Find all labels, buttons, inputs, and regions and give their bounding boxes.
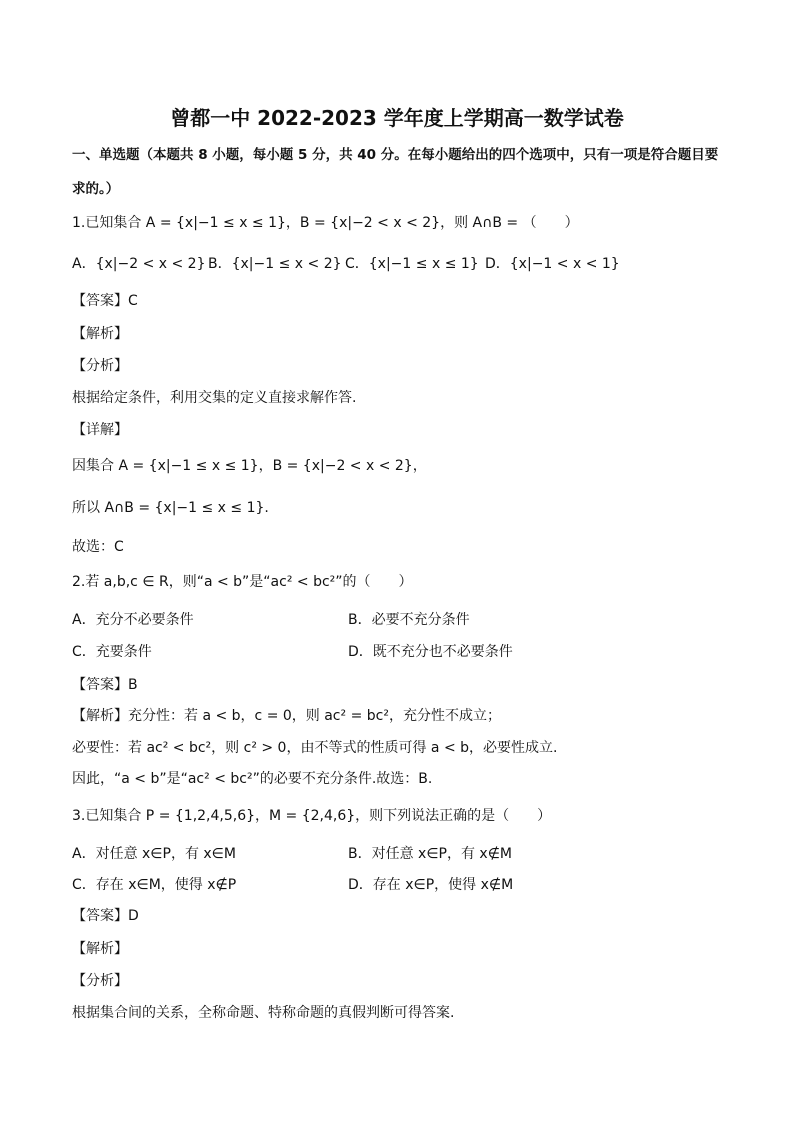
q2-answer-row [72,676,138,694]
section-heading-line1: 一、单选题（本题共 8 小题，每小题 5 分，共 40 分。在每小题给出的四个选项中，只有一项是符合题目要 [72,147,719,163]
q2-analysis-row [72,707,501,725]
q2-option-d: D．既不充分也不必要条件 [348,644,513,660]
q1-detail-label: 【详解】 [72,422,128,438]
q1-detail-line3: 故选：C [72,539,124,555]
analysis-label: 【解析】 [72,708,128,724]
q3-analysis-label: 【解析】 [72,941,128,957]
q2-answer: B [128,677,138,693]
q1-answer: C [128,293,138,309]
q2-line1: 必要性：若 ac² < bc²，则 c² > 0，由不等式的性质可得 a < b，必要性成立. [72,740,558,756]
q3-reasoning: 根据集合间的关系，全称命题、特称命题的真假判断可得答案. [72,1005,455,1021]
q1-option-d: D．{x|−1 < x < 1} [485,256,620,272]
q2-line2: 因此，“a < b”是“ac² < bc²”的必要不充分条件.故选：B. [72,771,433,787]
section-heading-line2: 求的。） [72,181,120,197]
q1-reasoning: 根据给定条件，利用交集的定义直接求解作答. [72,390,357,406]
q2-option-b: B．必要不充分条件 [348,612,470,628]
page-title: 曾都一中 2022-2023 学年度上学期高一数学试卷 [170,106,624,130]
q2-option-a: A．充分不必要条件 [72,612,194,628]
answer-label: 【答案】 [72,908,128,924]
q1-detail-line2: 所以 A∩B = {x|−1 ≤ x ≤ 1}. [72,500,269,516]
q3-reasoning-label: 【分析】 [72,973,128,989]
q3-option-d: D．存在 x∈P，使得 x∉M [348,877,514,893]
q3-option-b: B．对任意 x∈P，有 x∉M [348,846,512,862]
q1-analysis-label: 【解析】 [72,326,128,342]
q2-option-c: C．充要条件 [72,644,152,660]
answer-label: 【答案】 [72,677,128,693]
q1-answer-row [72,292,138,310]
q1-stem: 1.已知集合 A = {x|−1 ≤ x ≤ 1}，B = {x|−2 < x < 2}，则 A∩B = （ ） [72,215,579,231]
q1-detail-line1: 因集合 A = {x|−1 ≤ x ≤ 1}，B = {x|−2 < x < 2}， [72,458,427,474]
q3-stem: 3.已知集合 P = {1,2,4,5,6}，M = {2,4,6}，则下列说法正确的是（ ） [72,808,552,824]
q3-option-c: C．存在 x∈M，使得 x∉P [72,877,237,893]
q2-stem: 2.若 a,b,c ∈ R，则“a < b”是“ac² < bc²”的（ ） [72,574,413,590]
q3-option-a: A．对任意 x∈P，有 x∈M [72,846,236,862]
q3-answer: D [128,908,139,924]
answer-label: 【答案】 [72,293,128,309]
q1-option-c: C．{x|−1 ≤ x ≤ 1} [345,256,479,272]
q2-analysis: 充分性：若 a < b，c = 0，则 ac² = bc²，充分性不成立； [128,708,501,724]
q1-reasoning-label: 【分析】 [72,358,128,374]
q1-option-a: A．{x|−2 < x < 2} [72,256,206,272]
q3-answer-row [72,907,139,925]
q1-option-b: B．{x|−1 ≤ x < 2} [208,256,342,272]
